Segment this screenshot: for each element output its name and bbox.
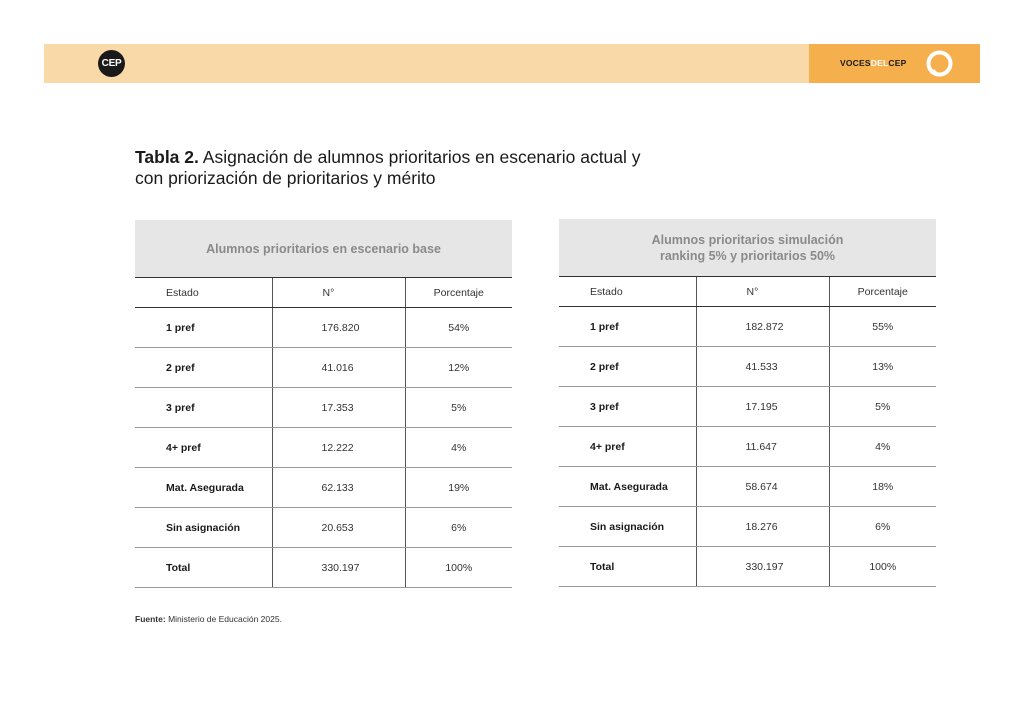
column-header-estado: Estado xyxy=(559,277,696,307)
cell-numero: 11.647 xyxy=(696,427,829,467)
table-title xyxy=(135,147,655,189)
cell-estado: 4+ pref xyxy=(559,427,696,467)
cell-numero: 17.195 xyxy=(696,387,829,427)
table-row-total xyxy=(135,548,512,588)
cell-porcentaje: 6% xyxy=(829,507,936,547)
cell-estado: 1 pref xyxy=(559,307,696,347)
column-header-numero: N° xyxy=(696,277,829,307)
cep-logo: CEP xyxy=(98,50,125,77)
table-simulation-scenario xyxy=(559,219,936,587)
cell-estado: 3 pref xyxy=(559,387,696,427)
cell-numero: 18.276 xyxy=(696,507,829,547)
table-row xyxy=(559,427,936,467)
table-row xyxy=(135,348,512,388)
table-row xyxy=(135,468,512,508)
table-title-label: Tabla 2. xyxy=(135,147,199,167)
cell-numero: 12.222 xyxy=(272,428,405,468)
column-header-estado: Estado xyxy=(135,278,272,308)
cell-numero: 58.674 xyxy=(696,467,829,507)
cell-estado: Total xyxy=(559,547,696,587)
table-row xyxy=(559,387,936,427)
cell-estado: Sin asignación xyxy=(559,507,696,547)
cell-porcentaje: 4% xyxy=(405,428,512,468)
data-table xyxy=(559,277,936,587)
cell-porcentaje: 4% xyxy=(829,427,936,467)
cell-estado: 2 pref xyxy=(559,347,696,387)
column-header-porcentaje: Porcentaje xyxy=(405,278,512,308)
table-title-text: Asignación de alumnos prioritarios en escenario actual y con priorización de prioritarios y mérito xyxy=(135,147,641,188)
table-row xyxy=(559,347,936,387)
source-note xyxy=(135,614,282,624)
table-row xyxy=(559,507,936,547)
cell-porcentaje: 12% xyxy=(405,348,512,388)
cell-numero: 176.820 xyxy=(272,308,405,348)
cell-numero: 330.197 xyxy=(696,547,829,587)
cell-estado: Mat. Asegurada xyxy=(135,468,272,508)
column-header-porcentaje: Porcentaje xyxy=(829,277,936,307)
table-base-scenario xyxy=(135,220,512,588)
column-header-numero: N° xyxy=(272,278,405,308)
cell-estado: Sin asignación xyxy=(135,508,272,548)
table-header-row xyxy=(559,277,936,307)
table-header-row xyxy=(135,278,512,308)
cell-numero: 17.353 xyxy=(272,388,405,428)
cell-porcentaje: 18% xyxy=(829,467,936,507)
cell-porcentaje: 100% xyxy=(405,548,512,588)
cell-estado: 3 pref xyxy=(135,388,272,428)
cell-porcentaje: 55% xyxy=(829,307,936,347)
cell-numero: 41.016 xyxy=(272,348,405,388)
source-text: Ministerio de Educación 2025. xyxy=(168,614,282,624)
source-label: Fuente: xyxy=(135,614,166,624)
data-table xyxy=(135,278,512,588)
cell-porcentaje: 6% xyxy=(405,508,512,548)
cell-porcentaje: 5% xyxy=(829,387,936,427)
table-heading: Alumnos prioritarios simulación ranking 5% y prioritarios 50% xyxy=(559,219,936,277)
cell-numero: 41.533 xyxy=(696,347,829,387)
cell-porcentaje: 13% xyxy=(829,347,936,387)
table-row xyxy=(135,388,512,428)
table-row xyxy=(559,307,936,347)
cell-numero: 182.872 xyxy=(696,307,829,347)
voces-del-cep-logo: VOCESDELCEP xyxy=(840,58,907,68)
header-bar xyxy=(44,44,980,83)
cell-estado: Total xyxy=(135,548,272,588)
table-row xyxy=(559,467,936,507)
table-row-total xyxy=(559,547,936,587)
cell-numero: 20.653 xyxy=(272,508,405,548)
cell-porcentaje: 54% xyxy=(405,308,512,348)
cell-porcentaje: 19% xyxy=(405,468,512,508)
voces-del-cep-banner xyxy=(809,44,980,83)
cell-porcentaje: 100% xyxy=(829,547,936,587)
cell-estado: Mat. Asegurada xyxy=(559,467,696,507)
cell-porcentaje: 5% xyxy=(405,388,512,428)
table-row xyxy=(135,428,512,468)
table-row xyxy=(135,308,512,348)
table-row xyxy=(135,508,512,548)
cell-numero: 62.133 xyxy=(272,468,405,508)
cell-estado: 4+ pref xyxy=(135,428,272,468)
speech-ring-icon xyxy=(925,49,954,78)
cell-numero: 330.197 xyxy=(272,548,405,588)
cell-estado: 1 pref xyxy=(135,308,272,348)
cell-estado: 2 pref xyxy=(135,348,272,388)
table-heading: Alumnos prioritarios en escenario base xyxy=(135,220,512,278)
